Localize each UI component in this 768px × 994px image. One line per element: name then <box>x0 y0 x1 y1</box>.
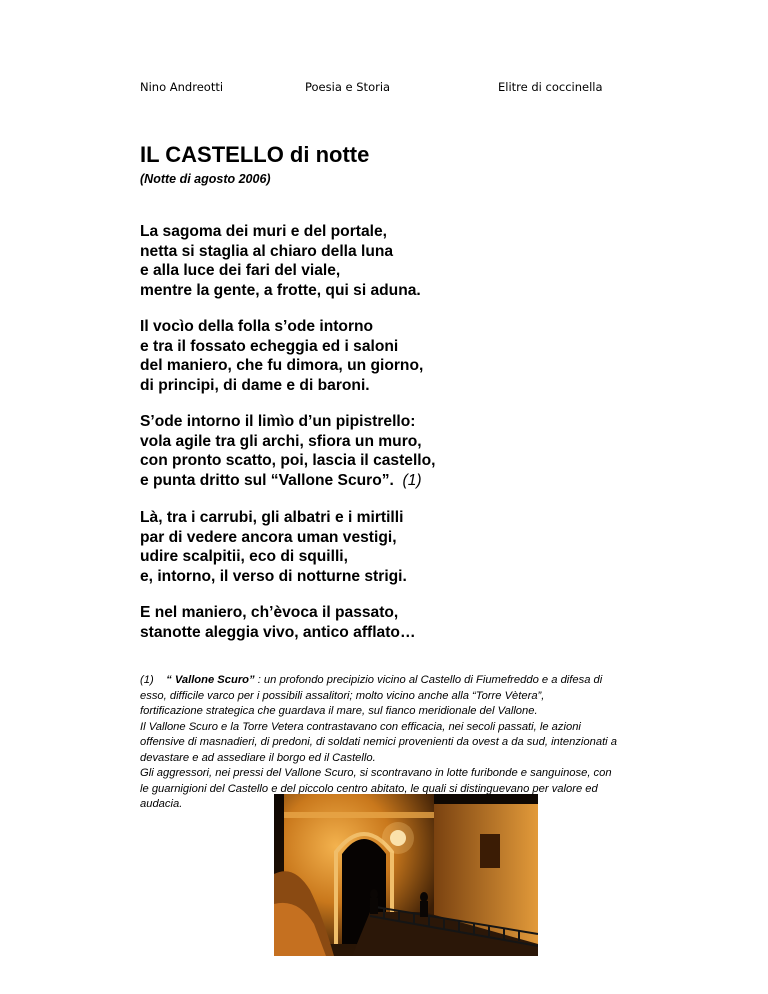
verse-line: La sagoma dei muri e del portale, <box>140 223 387 240</box>
stanza-5 <box>140 603 416 642</box>
stanza-3 <box>140 412 435 490</box>
page-header <box>0 80 768 100</box>
footnote-marker: (1) <box>140 674 154 686</box>
footnote-line: Gli aggressori, nei pressi del Vallone Scuro, si scontravano in lotte furibonde e sanguinose, con <box>140 767 612 779</box>
castle-illustration <box>274 794 538 956</box>
verse-line: vola agile tra gli archi, sfiora un muro, <box>140 432 422 450</box>
footnote-line: offensive di masnadieri, di predoni, di soldati nemici provenienti da ovest a da sud, intenzionati a <box>140 736 617 748</box>
footnote-term: “ Vallone Scuro” <box>166 674 255 686</box>
poem-title: IL CASTELLO di notte <box>140 142 370 167</box>
verse-line: par di vedere ancora uman vestigi, <box>140 528 397 546</box>
poem-subtitle: (Notte di agosto 2006) <box>140 172 271 186</box>
verse-line: del maniero, che fu dimora, un giorno, <box>140 357 424 375</box>
verse-line: e alla luce dei fari del viale, <box>140 262 341 280</box>
footnote-line: devastare e ad assediare il borgo ed il Castello. <box>140 751 376 764</box>
verse-line: netta si staglia al chiaro della luna <box>140 242 394 260</box>
footnote-reference[interactable]: (1) <box>402 471 422 489</box>
header-series: Elitre di coccinella <box>498 80 603 94</box>
stanza-4 <box>140 508 407 586</box>
verse-line: con pronto scatto, poi, lascia il castello, <box>140 452 436 470</box>
footnote-text: : un profondo precipizio vicino al Castello di Fiumefreddo e a difesa di <box>254 674 603 686</box>
verse-line: Là, tra i carrubi, gli albatri e i mirtilli <box>140 509 404 526</box>
verse-line: di principi, di dame e di baroni. <box>140 376 370 394</box>
verse-line <box>140 471 435 491</box>
verse-line: e tra il fossato echeggia ed i saloni <box>140 337 399 355</box>
footnote-line: le guarnigioni del Castello e del piccolo centro abitato, le quali si distinguevano per valore ed <box>140 782 598 795</box>
verse-line: stanotte aleggia vivo, antico afflato… <box>140 623 416 641</box>
verse-line: e, intorno, il verso di notturne strigi. <box>140 567 407 585</box>
footnote-line <box>140 673 700 689</box>
footnote-line: audacia. <box>140 798 183 810</box>
verse-text: e punta dritto sul “Vallone Scuro”. <box>140 471 394 489</box>
verse-line: mentre la gente, a frotte, qui si aduna. <box>140 281 421 299</box>
verse-line: E nel maniero, ch’èvoca il passato, <box>140 604 399 621</box>
castle-night-photo <box>274 794 538 956</box>
stanza-1 <box>140 222 421 300</box>
verse-line: udire scalpitii, eco di squilli, <box>140 548 348 566</box>
footnote-line: Il Vallone Scuro e la Torre Vetera contrastavano con efficacia, nei secoli passati, le azioni <box>140 720 581 733</box>
verse-line: S’ode intorno il limìo d’un pipistrello: <box>140 413 416 430</box>
footnote-line: esso, difficile varco per i possibili assalitori; molto vicino anche alla “Torre Vètera”, <box>140 689 545 702</box>
footnote <box>140 673 700 813</box>
verse-line: Il vocìo della folla s’ode intorno <box>140 318 374 335</box>
footnote-line: fortificazione strategica che guardava il mare, sul fianco meridionale del Vallone. <box>140 705 538 717</box>
stanza-2 <box>140 317 423 395</box>
header-category: Poesia e Storia <box>305 80 391 94</box>
header-author: Nino Andreotti <box>140 80 224 94</box>
